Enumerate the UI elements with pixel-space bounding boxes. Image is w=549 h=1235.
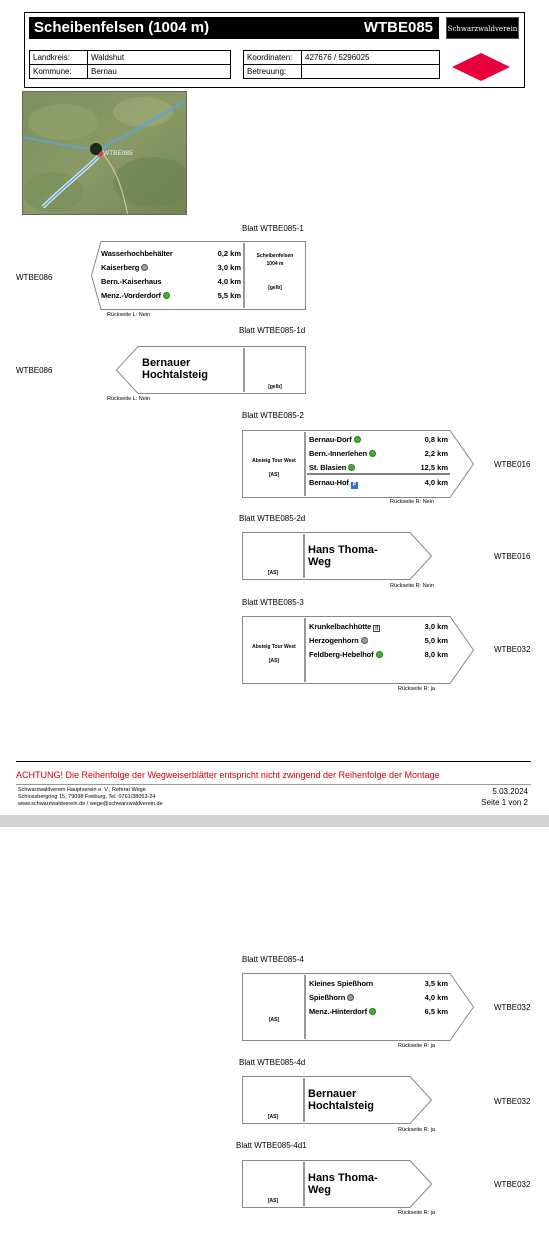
landkreis-value: Waldshut — [88, 51, 231, 65]
direction-sign-right — [242, 430, 474, 498]
marker-code: [AS] — [268, 472, 280, 478]
coordinates-value: 427676 / 5296025 — [302, 51, 440, 65]
marker-code: [gelb] — [268, 384, 282, 390]
blatt-title: Blatt WTBE085-3 — [242, 598, 304, 607]
trail-name-line2: Hochtalsteig — [308, 1100, 375, 1112]
landkreis-label: Landkreis: — [30, 51, 88, 65]
logo: Schwarzwaldverein — [446, 17, 519, 39]
direction-sign-right — [242, 973, 474, 1041]
bus-stop-icon — [369, 1008, 376, 1015]
back-side-note: Rückseite R: ja — [398, 1127, 435, 1133]
destination-label: WTBE016 — [494, 552, 531, 561]
destination-row: Herzogenhorn — [309, 636, 368, 645]
distance: 0,2 km — [217, 249, 241, 258]
distance: 5,0 km — [424, 636, 448, 645]
destination-row: Feldberg-Hebelhof — [309, 650, 383, 659]
back-side-note: Rückseite R: Nein — [390, 583, 435, 589]
page-separator — [0, 815, 549, 827]
kommune-label: Kommune: — [30, 65, 88, 79]
viewpoint-icon — [361, 637, 368, 644]
trail-marker-diamond-icon — [452, 53, 510, 81]
blatt-title: Blatt WTBE085-2 — [242, 411, 304, 420]
destination-row: Spießhorn — [309, 993, 354, 1002]
trail-sign-right — [242, 1160, 432, 1208]
destination-label: WTBE086 — [16, 273, 53, 282]
warning-text: ACHTUNG! Die Reihenfolge der Wegweiserblätter entspricht nicht zwingend der Reihenfolge der Montage — [16, 770, 440, 780]
betreuung-label: Betreuung: — [244, 65, 302, 79]
destination-row: Krunkelbachhütte !! — [309, 622, 379, 632]
location-elevation: 1004 m — [266, 261, 284, 267]
location-table — [29, 50, 231, 79]
marker-code: [AS] — [267, 1198, 279, 1204]
betreuung-value — [302, 65, 440, 79]
distance: 2,2 km — [424, 449, 448, 458]
trail-sign-right — [242, 1076, 432, 1124]
destination-row: Bern.-Innerlehen — [309, 449, 376, 458]
coordinates-table — [243, 50, 440, 79]
bus-stop-icon — [376, 651, 383, 658]
blatt-title: Blatt WTBE085-4d1 — [236, 1141, 307, 1150]
hut-icon: !! — [375, 626, 379, 632]
side-text: Absteig Tour West — [252, 644, 296, 650]
side-text: Absteig Tour West — [252, 458, 296, 464]
coordinates-label: Koordinaten: — [244, 51, 302, 65]
distance: 4,0 km — [424, 478, 448, 487]
back-side-note: Rückseite L: Nein — [107, 396, 151, 402]
kommune-value: Bernau — [88, 65, 231, 79]
back-side-note: Rückseite R: Nein — [390, 499, 435, 505]
blatt-title: Blatt WTBE085-2d — [239, 514, 306, 523]
marker-code: [AS] — [268, 1017, 280, 1023]
marker-code: [gelb] — [268, 285, 282, 291]
footer-date: 5.03.2024 — [492, 787, 528, 796]
distance: 3,5 km — [424, 979, 448, 988]
distance: 12,5 km — [420, 463, 448, 472]
destination-label: WTBE032 — [494, 1180, 531, 1189]
distance: 5,5 km — [217, 291, 241, 300]
distance: 6,5 km — [424, 1007, 448, 1016]
distance: 3,0 km — [217, 263, 241, 272]
location-map[interactable] — [22, 91, 187, 215]
page-title: Scheibenfelsen (1004 m) — [34, 19, 210, 36]
destination-label: WTBE032 — [494, 645, 531, 654]
trail-name-line1: Bernauer — [308, 1088, 357, 1100]
blatt-title: Blatt WTBE085-4d — [239, 1058, 306, 1067]
blatt-title: Blatt WTBE085-4 — [242, 955, 304, 964]
distance: 3,0 km — [424, 622, 448, 631]
sign-id: WTBE085 — [363, 19, 433, 36]
distance: 8,0 km — [424, 650, 448, 659]
destination-row: Bernau-Dorf — [309, 435, 361, 444]
address-line-3: www.schwarzwaldverein.de / wege@schwarzwaldverein.de — [18, 801, 163, 807]
page-number: Seite 1 von 2 — [481, 798, 528, 807]
title-bar — [29, 17, 439, 39]
bus-stop-icon — [163, 292, 170, 299]
marker-code: [AS] — [267, 570, 279, 576]
direction-sign-left — [91, 241, 306, 310]
parking-icon: P — [352, 482, 356, 488]
destination-row: Menz.-Vorderdorf — [101, 291, 170, 300]
destination-label: WTBE032 — [494, 1097, 531, 1106]
trail-sign-left — [116, 346, 306, 394]
trail-name-line1: Bernauer — [142, 357, 191, 369]
location-name: Scheibenfelsen — [256, 253, 294, 259]
distance: 0,8 km — [424, 435, 448, 444]
trail-name-line2: Weg — [308, 1184, 332, 1196]
distance: 4,0 km — [424, 993, 448, 1002]
destination-row: Wasserhochbehälter — [101, 249, 173, 258]
bus-stop-icon — [348, 464, 355, 471]
trail-sign-right — [242, 532, 432, 580]
trail-name-line2: Hochtalsteig — [142, 369, 209, 381]
distance: 4,0 km — [217, 277, 241, 286]
marker-code: [AS] — [268, 658, 280, 664]
viewpoint-icon — [141, 264, 148, 271]
back-side-note: Rückseite L: Nein — [107, 312, 151, 318]
destination-row: Menz.-Hinterdorf — [309, 1007, 376, 1016]
destination-row: St. Blasien — [309, 463, 355, 472]
back-side-note: Rückseite R: ja — [398, 1210, 435, 1216]
trail-name-line1: Hans Thoma- — [308, 1172, 378, 1184]
direction-sign-right — [242, 616, 474, 684]
blatt-title: Blatt WTBE085-1 — [242, 224, 304, 233]
destination-label: WTBE086 — [16, 366, 53, 375]
destination-row: Bernau-Hof P — [309, 478, 356, 488]
destination-label: WTBE032 — [494, 1003, 531, 1012]
destination-label: WTBE016 — [494, 460, 531, 469]
back-side-note: Rückseite R: ja — [398, 686, 435, 692]
back-side-note: Rückseite R: ja — [398, 1043, 435, 1049]
blatt-title: Blatt WTBE085-1d — [239, 326, 306, 335]
address-line-1: Schwarzwaldverein Hauptverein e. V., Referat Wege — [18, 787, 146, 793]
destination-row: Kleines Spießhorn — [309, 979, 374, 988]
trail-name-line1: Hans Thoma- — [308, 544, 378, 556]
bus-stop-icon — [354, 436, 361, 443]
destination-row: Bern.-Kaiserhaus — [101, 277, 162, 286]
destination-row: Kaiserberg — [101, 263, 148, 272]
trail-name-line2: Weg — [308, 556, 332, 568]
address-line-2: Schlossbergring 15, 79098 Freiburg, Tel. 0761/38053-24 — [18, 794, 156, 800]
marker-code: [AS] — [267, 1114, 279, 1120]
bus-stop-icon — [369, 450, 376, 457]
viewpoint-icon — [347, 994, 354, 1001]
footer-divider — [16, 761, 531, 762]
footer-box — [16, 784, 531, 811]
map-location-label: WTBE085 — [103, 150, 133, 157]
